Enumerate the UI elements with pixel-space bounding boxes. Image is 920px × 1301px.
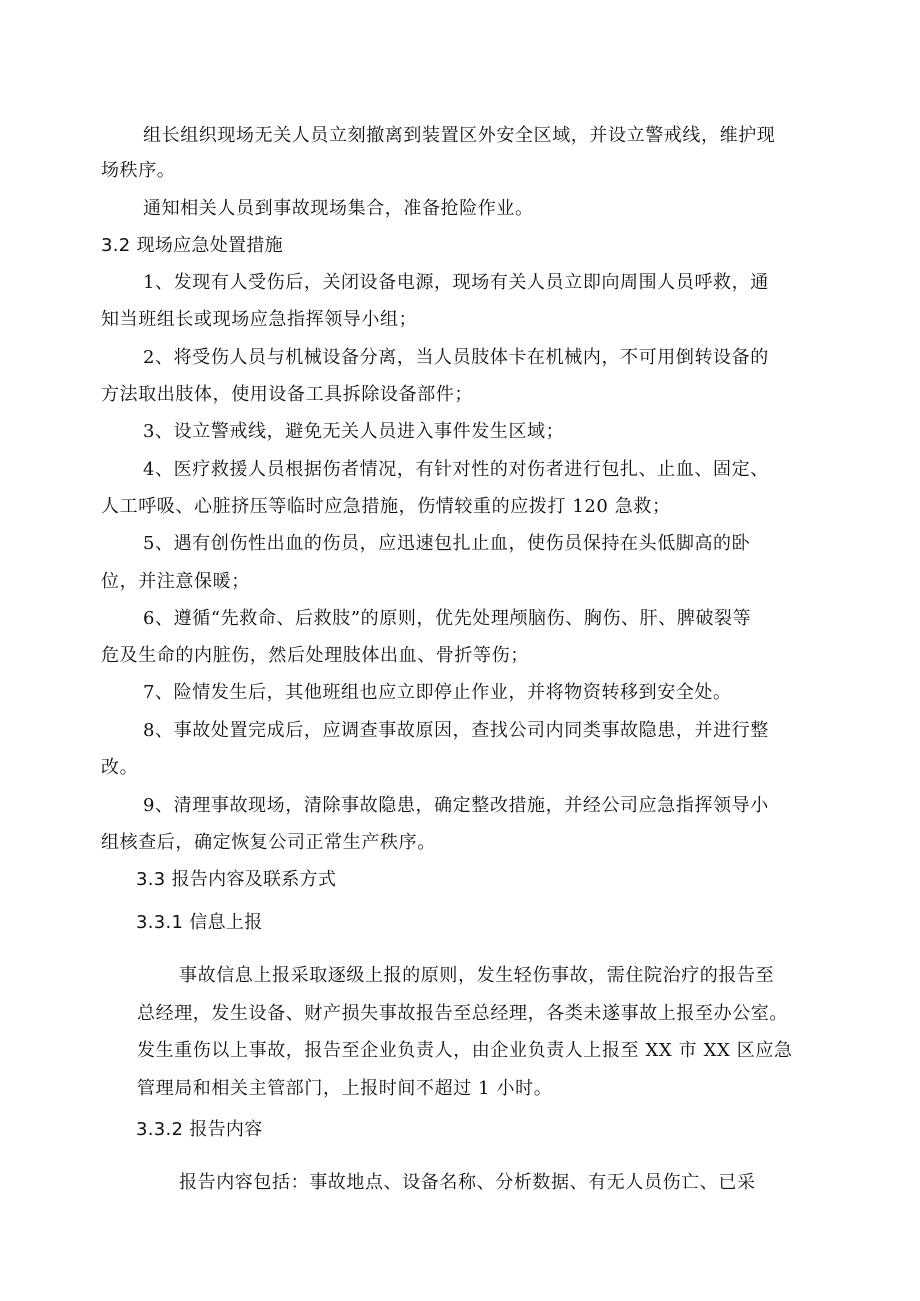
text-line: 报告内容包括：事故地点、设备名称、分析数据、有无人员伤亡、已采 [179, 1172, 756, 1193]
text-line: 发生重伤以上事故，报告至企业负责人，由企业负责人上报至 XX 市 XX 区应急 [137, 1040, 793, 1061]
list-item: 9、清理事故现场，清除事故隐患，确定整改措施，并经公司应急指挥领导小 [143, 795, 769, 816]
list-item: 8、事故处置完成后，应调查事故原因，查找公司内同类事故隐患，并进行整 [143, 720, 769, 741]
list-item: 7、险情发生后，其他班组也应立即停止作业，并将物资转移到安全处。 [143, 682, 732, 703]
section-heading: 3.2 现场应急处置措施 [101, 235, 283, 256]
text-line: 危及生命的内脏伤，然后处理肢体出血、骨折等伤； [101, 645, 529, 666]
text-line: 总经理，发生设备、财产损失事故报告至总经理，各类未遂事故上报至办公室。 [137, 1003, 788, 1024]
text-line: 通知相关人员到事故现场集合，准备抢险作业。 [143, 198, 534, 219]
text-line: 位，并注意保暖； [101, 571, 250, 592]
text-line: 场秩序。 [101, 160, 176, 181]
text-line: 知当班组长或现场应急指挥领导小组； [101, 309, 418, 330]
subsection-heading: 3.3.2 报告内容 [136, 1119, 263, 1140]
section-heading: 3.3 报告内容及联系方式 [136, 869, 337, 890]
list-item: 1、发现有人受伤后，关闭设备电源，现场有关人员立即向周围人员呼救，通 [143, 272, 769, 293]
list-item: 2、将受伤人员与机械设备分离，当人员肢体卡在机械内，不可用倒转设备的 [143, 347, 769, 368]
text-line: 改。 [101, 757, 139, 778]
list-item: 5、遇有创伤性出血的伤员，应迅速包扎止血，使伤员保持在头低脚高的卧 [143, 533, 751, 554]
text-line: 管理局和相关主管部门，上报时间不超过 1 小时。 [137, 1078, 553, 1099]
text-line: 组核查后，确定恢复公司正常生产秩序。 [101, 832, 436, 853]
text-line: 人工呼吸、心脏挤压等临时应急措施，伤情较重的应拨打 120 急救； [101, 496, 671, 517]
text-line: 方法取出肢体，使用设备工具拆除设备部件； [101, 384, 473, 405]
list-item: 3、设立警戒线，避免无关人员进入事件发生区域； [143, 421, 565, 442]
subsection-heading: 3.3.1 信息上报 [136, 912, 263, 933]
list-item: 4、医疗救援人员根据伤者情况，有针对性的对伤者进行包扎、止血、固定、 [143, 459, 769, 480]
text-line: 组长组织现场无关人员立刻撤离到装置区外安全区域，并设立警戒线，维护现 [143, 125, 776, 146]
list-item: 6、遵循“先救命、后救肢”的原则，优先处理颅脑伤、胸伤、肝、脾破裂等 [143, 608, 752, 629]
text-line: 事故信息上报采取逐级上报的原则，发生轻伤事故，需住院治疗的报告至 [179, 965, 775, 986]
